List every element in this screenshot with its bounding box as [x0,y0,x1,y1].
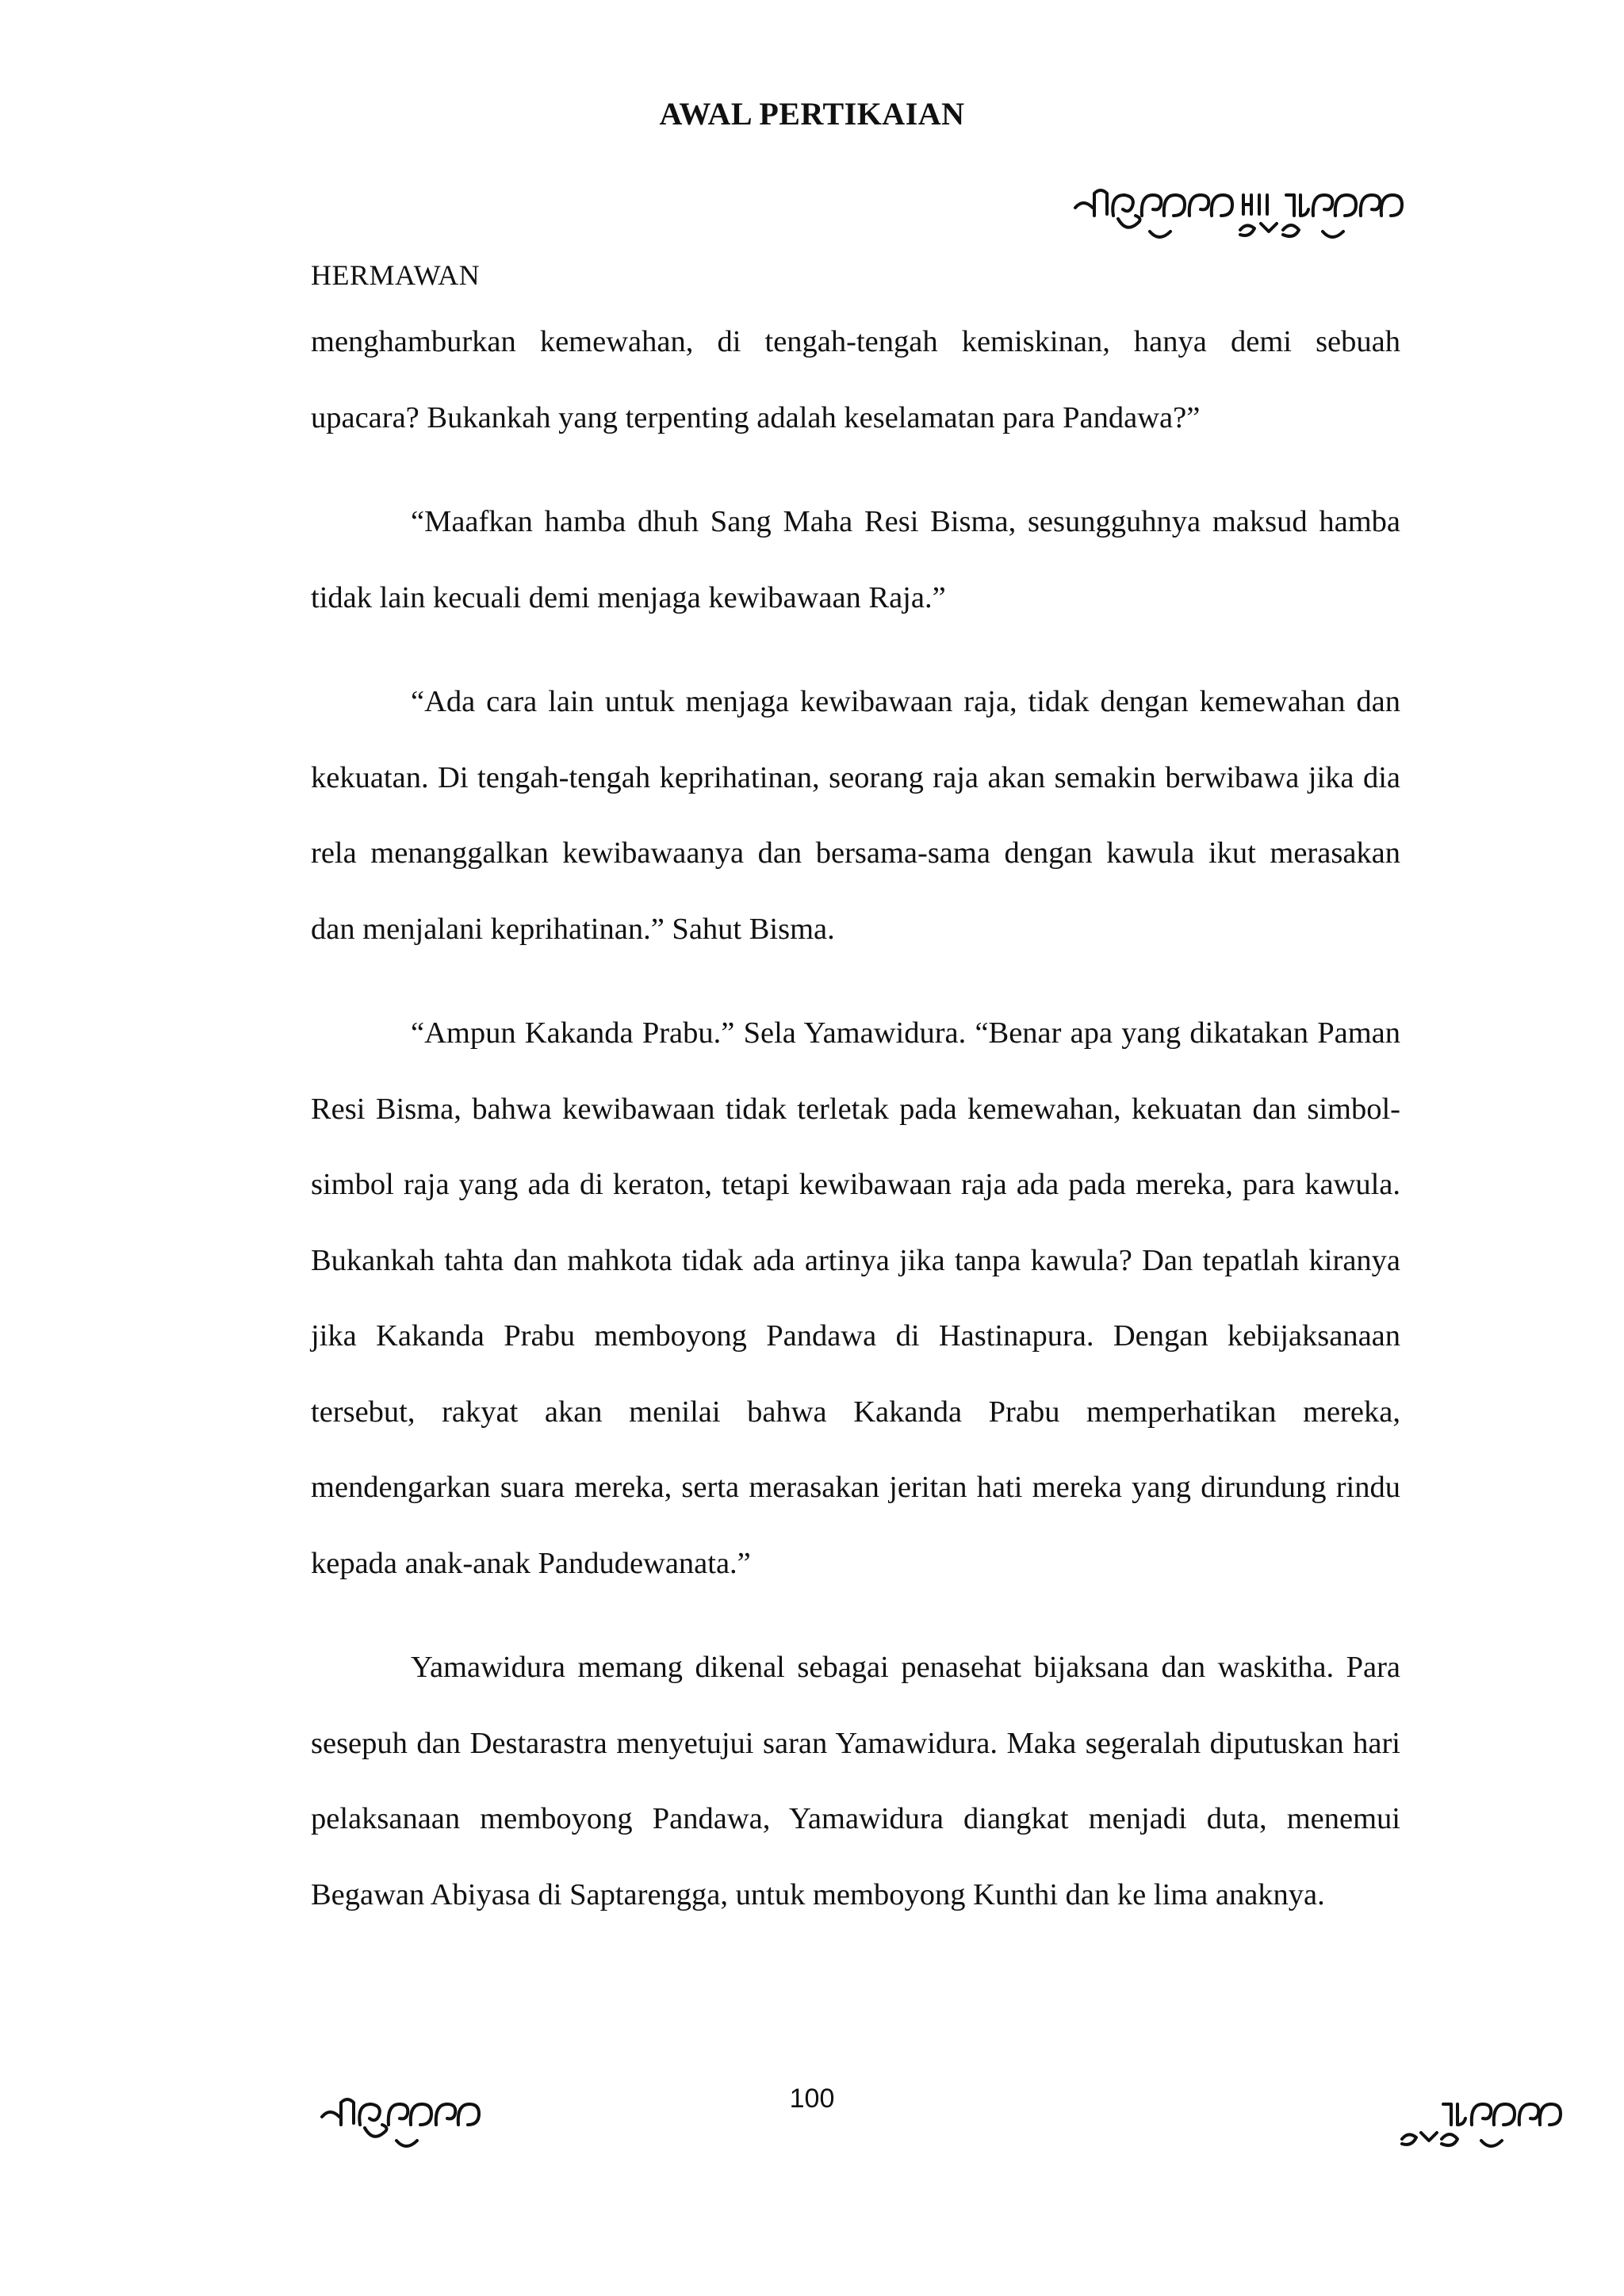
page-number: 100 [789,2084,835,2114]
paragraph: “Ampun Kakanda Prabu.” Sela Yamawidura. “Benar apa yang dikatakan Paman Resi Bisma, bahwa kewibawaan tidak terletak pada kemewahan, kekuatan dan simbol-simbol raja yang ada di keraton, tetapi kewibawaan raja ada pada mereka, para kawula. Bukankah tahta dan mahkota tidak ada artinya jika tanpa kawula? Dan tepatlah kiranya jika Kakanda Prabu memboyong Pandawa di Hastinapura. Dengan kebijaksanaan tersebut, rakyat akan menilai bahwa Kakanda Prabu memperhatikan mereka, mendengarkan suara mereka, serta merasakan jeritan hati mereka yang dirundung rindu kepada anak-anak Pandudewanata.” [311,1016,1400,1580]
page-title: AWAL PERTIKAIAN [659,96,965,132]
javanese-script-ornament-icon [317,2093,500,2156]
javanese-script-ornament-icon [1071,184,1404,247]
paragraph: “Ada cara lain untuk menjaga kewibawaan raja, tidak dengan kemewahan dan kekuatan. Di tengah-tengah keprihatinan, seorang raja akan semakin berwibawa jika dia rela menanggalkan kewibawaanya dan bersama-sama dengan kawula ikut merasakan dan menjalani keprihatinan.” Sahut Bisma. [311,685,1400,946]
paragraph: menghamburkan kemewahan, di tengah-tengah kemiskinan, hanya demi sebuah upacara? Bukankah yang terpenting adalah keselamatan para Pandawa?” [311,325,1400,434]
body-text [311,304,1400,1961]
author-name: HERMAWAN [311,259,481,291]
paragraph: “Maafkan hamba dhuh Sang Maha Resi Bisma, sesungguhnya maksud hamba tidak lain kecuali demi menjaga kewibawaan Raja.” [311,505,1400,614]
javanese-script-ornament-icon [1396,2093,1562,2156]
paragraph: Yamawidura memang dikenal sebagai penasehat bijaksana dan waskitha. Para sesepuh dan Destarastra menyetujui saran Yamawidura. Maka segeralah diputuskan hari pelaksanaan memboyong Pandawa, Yamawidura diangkat menjadi duta, menemui Begawan Abiyasa di Saptarengga, untuk memboyong Kunthi dan ke lima anaknya. [311,1651,1400,1911]
